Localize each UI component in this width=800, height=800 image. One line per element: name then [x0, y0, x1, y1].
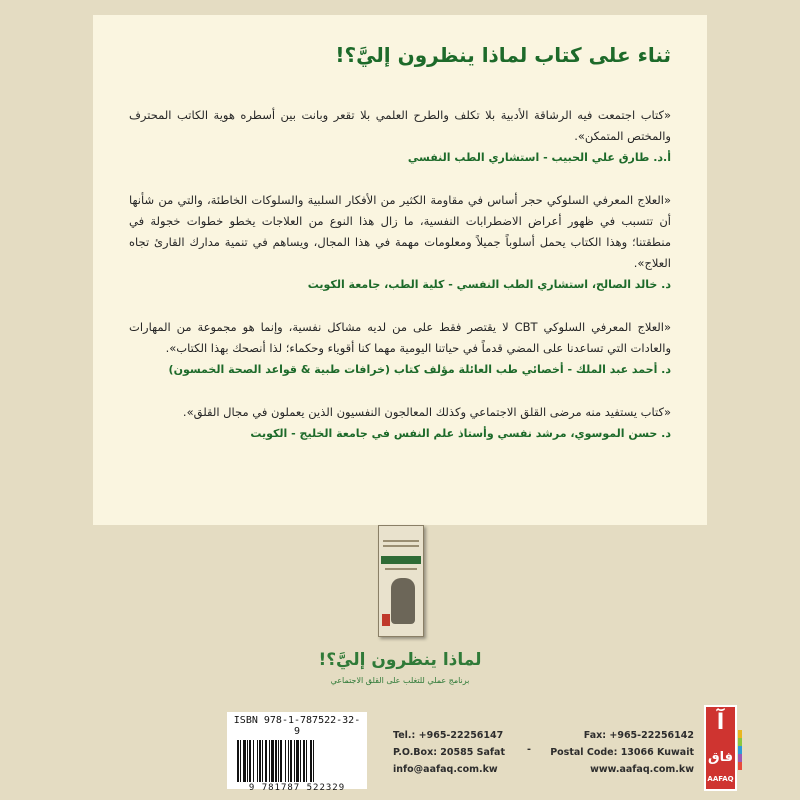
email-address: info@aafaq.com.kw: [393, 764, 498, 775]
logo-stripe: [738, 738, 742, 746]
logo-stripe: [738, 730, 742, 738]
phone-number: Tel.: +965-22256147: [393, 730, 504, 741]
website-address: www.aafaq.com.kw: [590, 764, 694, 775]
logo-stripe: [738, 762, 742, 770]
quote-author: أ.د. طارق علي الحبيب - استشاري الطب النفسي: [407, 151, 671, 164]
cover-text-line: [385, 568, 417, 570]
postal-code: Postal Code: 13066 Kuwait: [550, 747, 694, 758]
publisher-logo: [704, 705, 737, 791]
cover-title-band: [381, 556, 421, 564]
quote-author: د. حسن الموسوي، مرشد نفسي وأستاذ علم النفس في جامعة الخليج - الكويت: [250, 427, 671, 440]
praise-title: ثناء على كتاب لماذا ينظرون إليَّ؟!: [335, 43, 671, 67]
logo-glyph-bottom: فاق: [707, 750, 734, 765]
contact-right-column: [542, 727, 694, 778]
isbn-barcode-box: [227, 712, 367, 793]
logo-stripe: [738, 746, 742, 754]
cover-illustration: [391, 578, 415, 624]
logo-latin-text: AAFAQ: [707, 775, 734, 783]
book-title: لماذا ينظرون إليَّ؟!: [318, 650, 482, 670]
isbn-label: ISBN 978-1-787522-32-9: [233, 715, 361, 737]
book-cover-thumbnail: [378, 525, 424, 637]
po-box: P.O.Box: 20585 Safat: [393, 747, 506, 758]
barcode-digits: 9 781787 522329: [248, 783, 346, 793]
quote-text: «كتاب اجتمعت فيه الرشاقة الأدبية بلا تكلف والطرح العلمي بلا تقعر وبانت بين أسطره هوية الكاتب المحترف والمختص المتمكن».: [129, 108, 671, 143]
separator-dash: -: [527, 744, 531, 755]
quote-text: «كتاب يستفيد منه مرضى القلق الاجتماعي وكذلك المعالجون النفسيون الذين يعملون في مجال القلق».: [182, 405, 671, 419]
quote-text: «العلاج المعرفي السلوكي CBT لا يقتصر فقط على من لديه مشاكل نفسية، وإنما هو مجموعة من المهارات والعادات التي تساعدنا على المضي قدماً في حياتنا اليومية مهما كنا أقوياء وحكماء؛ لذا أنصحك بهذا الكتاب».: [129, 320, 672, 355]
cover-publisher-badge: [382, 614, 390, 626]
book-subtitle: برنامج عملي للتغلب على القلق الاجتماعي: [330, 676, 470, 685]
praise-panel: [93, 15, 707, 525]
cover-text-line: [383, 540, 419, 542]
contact-left-column: [393, 727, 505, 778]
barcode-image: [235, 740, 359, 782]
fax-number: Fax: +965-22256142: [583, 730, 694, 741]
logo-color-stripes: [738, 730, 742, 770]
quote-author: د. أحمد عبد الملك - أخصائي طب العائلة مؤلف كتاب (خرافات طبية & قواعد الصحة الخمسون): [168, 363, 671, 376]
quote-text: «العلاج المعرفي السلوكي حجر أساس في مقاومة الكثير من الأفكار السلبية والسلوكات الخاطئة، والتي من شأنها أن تتسبب في ظهور أعراض الاضطرابات النفسية، ما زال هذا النوع من العلاجات يخطو خطوات خجولة في منطقتنا؛ وهذا الكتاب يحمل أسلوباً جميلاً ومعلومات مهمة في هذا المجال، ويساهم في تنمية مدارك القارئ تجاه العلاج».: [129, 193, 671, 270]
cover-text-line: [383, 545, 419, 547]
logo-stripe: [738, 754, 742, 762]
logo-glyph-top: آ: [716, 710, 725, 735]
quote-author: د. خالد الصالح، استشاري الطب النفسي - كلية الطب، جامعة الكويت: [307, 278, 671, 291]
